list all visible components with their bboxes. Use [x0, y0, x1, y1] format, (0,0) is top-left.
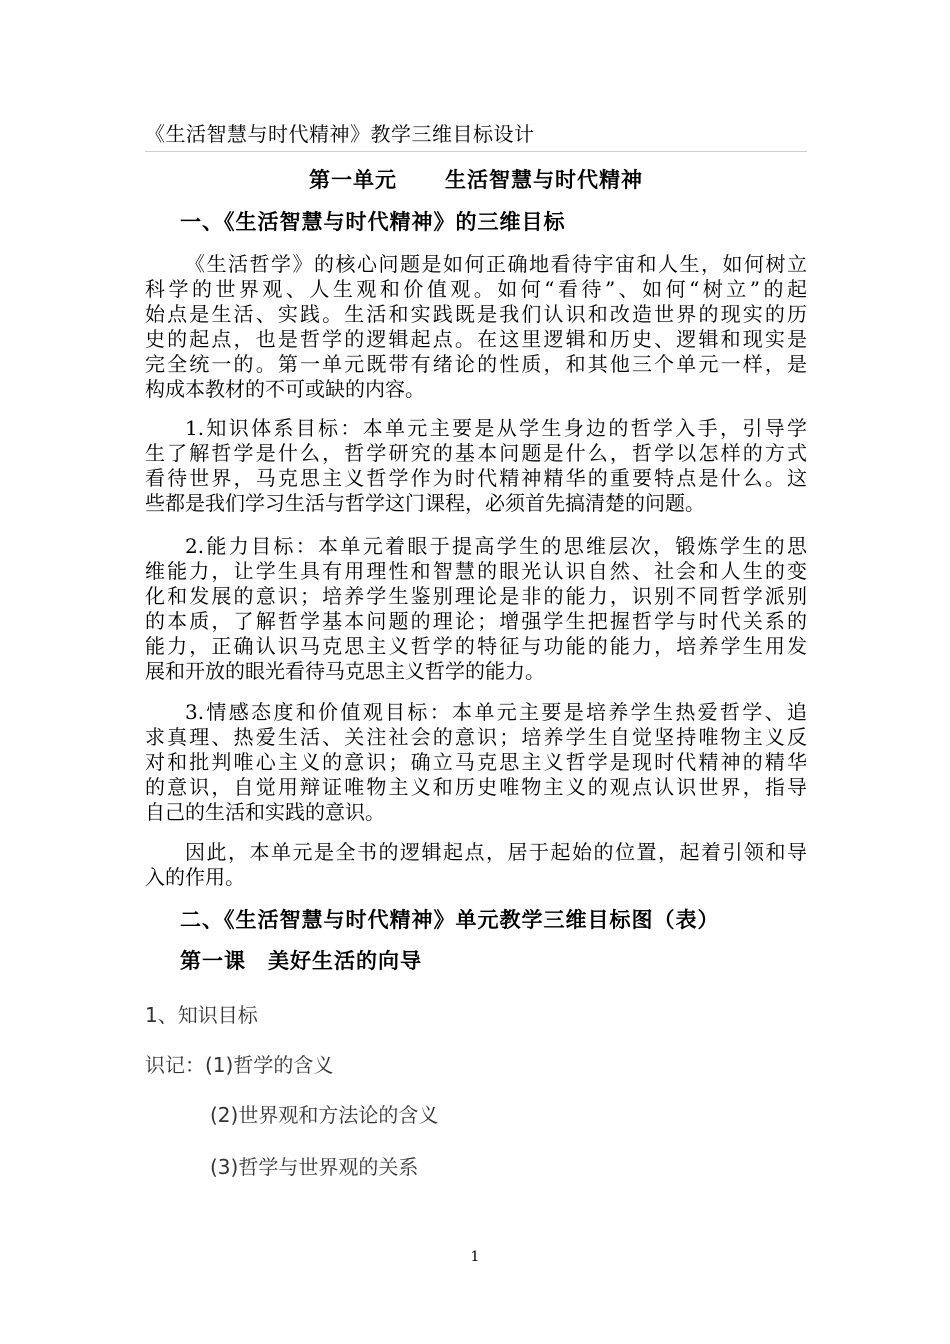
paragraph-line: 对和批判唯心主义的意识；确立马克思主义哲学是现时代精神的精华 [145, 750, 807, 774]
paragraph-values-goal [145, 700, 807, 825]
paragraph-line: 自己的生活和实践的意识。 [145, 800, 385, 824]
unit-label: 第一单元 [309, 168, 397, 192]
paragraph-line: 3.情感态度和价值观目标：本单元主要是培养学生热爱哲学、追 [185, 700, 807, 724]
paragraph-line: 维能力，让学生具有用理性和智慧的眼光认识自然、社会和人生的变 [145, 559, 807, 583]
paragraph-line: 因此，本单元是全书的逻辑起点，居于起始的位置，起着引领和导 [185, 840, 807, 864]
paragraph-conclusion [145, 840, 807, 890]
paragraph-line: 入的作用。 [145, 865, 245, 889]
recall-item-1 [145, 1050, 333, 1080]
recall-item-3: (3)哲学与世界观的关系 [210, 1155, 419, 1179]
section-heading-1: 一、《生活智慧与时代精神》的三维目标 [180, 210, 566, 234]
recall-label: 识记： [145, 1053, 205, 1077]
paragraph-line: 完全统一的。第一单元既带有绪论的性质，和其他三个单元一样，是 [145, 352, 807, 376]
lesson-name: 美好生活的向导 [268, 949, 422, 973]
paragraph-ability-goal [145, 534, 807, 684]
recall-item-2: (2)世界观和方法论的含义 [210, 1103, 439, 1127]
paragraph-line: 些都是我们学习生活与哲学这门课程，必须首先搞清楚的问题。 [145, 491, 705, 515]
paragraph-line: 史的起点，也是哲学的逻辑起点。在这里逻辑和历史、逻辑和现实是 [145, 327, 807, 351]
paragraph-line: 科学的世界观、人生观和价值观。如何“看待”、如何“树立”的起 [145, 277, 807, 301]
paragraph-line: 展和开放的眼光看待马克思主义哲学的能力。 [145, 659, 545, 683]
paragraph-line: 始点是生活、实践。生活和实践既是我们认识和改造世界的现实的历 [145, 302, 807, 326]
paragraph-line: 生了解哲学是什么，哲学研究的基本问题是什么，哲学以怎样的方式 [145, 441, 807, 465]
paragraph-knowledge-goal [145, 416, 807, 516]
paragraph-line: 的本质，了解哲学基本问题的理论；增强学生把握哲学与时代关系的 [145, 609, 807, 633]
page-number: 1 [470, 1249, 480, 1265]
unit-title [145, 164, 807, 196]
section-heading-2: 二、《生活智慧与时代精神》单元教学三维目标图（表） [180, 908, 720, 932]
unit-name: 生活智慧与时代精神 [445, 168, 643, 192]
paragraph-line: 求真理、热爱生活、关注社会的意识；培养学生自觉坚持唯物主义反 [145, 725, 807, 749]
lesson-label: 第一课 [180, 949, 246, 973]
paragraph-intro [145, 252, 807, 402]
paragraph-line: 化和发展的意识；培养学生鉴别理论是非的能力，识别不同哲学派别 [145, 584, 807, 608]
paragraph-line: 《生活哲学》的核心问题是如何正确地看待宇宙和人生，如何树立 [185, 252, 807, 276]
paragraph-line: 能力，正确认识马克思主义哲学的特征与功能的能力，培养学生用发 [145, 634, 807, 658]
paragraph-line: 2.能力目标：本单元着眼于提高学生的思维层次，锻炼学生的思 [185, 534, 807, 558]
recall-text: (1)哲学的含义 [205, 1053, 334, 1077]
paragraph-line: 构成本教材的不可或缺的内容。 [145, 377, 425, 401]
lesson-heading [180, 945, 422, 977]
paragraph-line: 的意识，自觉用辩证唯物主义和历史唯物主义的观点认识世界，指导 [145, 775, 807, 799]
running-header: 《生活智慧与时代精神》教学三维目标设计 [145, 119, 807, 152]
paragraph-line: 看待世界，马克思主义哲学作为时代精神精华的重要特点是什么。这 [145, 466, 807, 490]
paragraph-line: 1.知识体系目标：本单元主要是从学生身边的哲学入手，引导学 [185, 416, 807, 440]
knowledge-heading: 1、知识目标 [145, 1003, 258, 1027]
